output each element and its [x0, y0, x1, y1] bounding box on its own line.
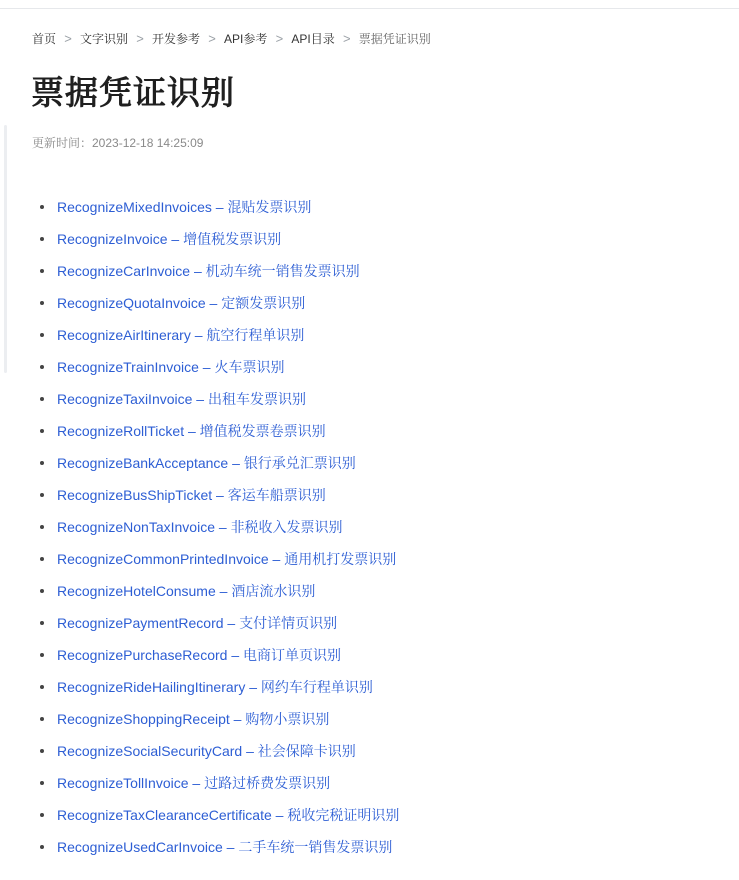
api-link[interactable] — [57, 455, 356, 471]
list-item — [40, 735, 399, 767]
api-name: RecognizePaymentRecord — [57, 615, 224, 631]
api-name: RecognizeCarInvoice — [57, 263, 191, 279]
api-dash: – — [228, 455, 244, 471]
list-item — [40, 447, 399, 479]
api-link[interactable] — [57, 295, 305, 311]
api-dash: – — [192, 391, 208, 407]
bullet-icon — [40, 397, 44, 401]
bullet-icon — [40, 525, 44, 529]
api-link[interactable] — [57, 679, 373, 695]
breadcrumb-api-reference[interactable]: API参考 — [224, 31, 268, 46]
api-link[interactable] — [57, 615, 337, 631]
api-description: 混贴发票识别 — [227, 199, 312, 215]
api-name: RecognizeInvoice — [57, 231, 168, 247]
api-description: 电商订单页识别 — [243, 647, 342, 663]
list-item — [40, 319, 399, 351]
api-description: 通用机打发票识别 — [284, 551, 397, 567]
update-time: 更新时间：2023-12-18 14:25:09 — [32, 136, 204, 150]
bullet-icon — [40, 461, 44, 465]
breadcrumb-text-recognition[interactable]: 文字识别 — [80, 31, 129, 46]
chevron-right-icon: > — [136, 30, 144, 46]
api-description: 支付详情页识别 — [239, 615, 338, 631]
bullet-icon — [40, 749, 44, 753]
api-link[interactable] — [57, 423, 326, 439]
api-description: 出租车发票识别 — [207, 391, 306, 407]
api-link[interactable] — [57, 327, 304, 343]
api-dash: – — [227, 647, 244, 663]
api-name: RecognizeTrainInvoice — [57, 359, 199, 375]
sidebar-scroll-indicator[interactable] — [4, 125, 7, 373]
api-description: 增值税发票卷票识别 — [199, 423, 326, 439]
api-name: RecognizeBusShipTicket — [57, 487, 213, 503]
api-name: RecognizeRideHailingItinerary — [57, 679, 246, 695]
api-link[interactable] — [57, 231, 281, 247]
api-description: 过路过桥费发票识别 — [204, 775, 331, 791]
api-name: RecognizeAirItinerary — [57, 327, 191, 343]
bullet-icon — [40, 365, 44, 369]
api-link[interactable] — [57, 583, 315, 599]
api-dash: – — [205, 295, 222, 311]
breadcrumb-api-catalog[interactable]: API目录 — [291, 31, 335, 46]
api-dash: – — [223, 615, 240, 631]
list-item — [40, 575, 399, 607]
api-link[interactable] — [57, 775, 330, 791]
api-description: 航空行程单识别 — [206, 327, 305, 343]
chevron-right-icon: > — [342, 30, 351, 46]
api-link[interactable] — [57, 839, 392, 855]
api-name: RecognizeBankAcceptance — [57, 455, 229, 471]
api-description: 定额发票识别 — [221, 295, 306, 311]
header-divider — [0, 8, 739, 9]
api-description: 银行承兑汇票识别 — [243, 455, 356, 471]
bullet-icon — [40, 589, 44, 593]
api-link[interactable] — [57, 647, 341, 663]
list-item — [40, 671, 399, 703]
bullet-icon — [40, 333, 44, 337]
list-item — [40, 607, 399, 639]
api-name: RecognizeTollInvoice — [57, 775, 189, 791]
api-dash: – — [212, 487, 228, 503]
bullet-icon — [40, 621, 44, 625]
list-item — [40, 287, 399, 319]
list-item — [40, 639, 399, 671]
api-dash: – — [198, 359, 215, 375]
chevron-right-icon: > — [64, 30, 72, 46]
api-link[interactable] — [57, 519, 343, 535]
bullet-icon — [40, 717, 44, 721]
api-dash: – — [184, 423, 200, 439]
api-link[interactable] — [57, 263, 360, 279]
breadcrumb-dev-reference[interactable]: 开发参考 — [152, 31, 201, 46]
list-item — [40, 511, 399, 543]
api-dash: – — [268, 551, 285, 567]
bullet-icon — [40, 685, 44, 689]
api-description: 网约车行程单识别 — [260, 679, 373, 695]
api-dash: – — [188, 775, 205, 791]
list-item — [40, 191, 399, 223]
bullet-icon — [40, 493, 44, 497]
api-dash: – — [190, 327, 207, 343]
bullet-icon — [40, 557, 44, 561]
api-link[interactable] — [57, 807, 399, 823]
api-dash: – — [229, 711, 246, 727]
api-name: RecognizeMixedInvoices — [57, 199, 212, 215]
api-name: RecognizeRollTicket — [57, 423, 185, 439]
list-item — [40, 223, 399, 255]
bullet-icon — [40, 653, 44, 657]
bullet-icon — [40, 845, 44, 849]
list-item — [40, 255, 399, 287]
api-description: 火车票识别 — [214, 359, 285, 375]
api-name: RecognizeSocialSecurityCard — [57, 743, 243, 759]
api-description: 增值税发票识别 — [183, 231, 282, 247]
api-dash: – — [271, 807, 288, 823]
api-description: 酒店流水识别 — [231, 583, 316, 599]
api-dash: – — [242, 743, 258, 759]
list-item — [40, 799, 399, 831]
api-dash: – — [222, 839, 239, 855]
bullet-icon — [40, 205, 44, 209]
list-item — [40, 351, 399, 383]
bullet-icon — [40, 301, 44, 305]
list-item — [40, 383, 399, 415]
api-description: 机动车统一销售发票识别 — [205, 263, 360, 279]
api-description: 非税收入发票识别 — [230, 519, 343, 535]
api-link[interactable] — [57, 391, 306, 407]
list-item — [40, 415, 399, 447]
api-description: 社会保障卡识别 — [257, 743, 356, 759]
api-link[interactable] — [57, 743, 356, 759]
api-name: RecognizeTaxClearanceCertificate — [57, 807, 272, 823]
api-description: 购物小票识别 — [245, 711, 330, 727]
api-dash: – — [214, 519, 231, 535]
api-link[interactable] — [57, 711, 329, 727]
bullet-icon — [40, 269, 44, 273]
api-dash: – — [167, 231, 184, 247]
breadcrumb — [32, 29, 431, 47]
list-item — [40, 479, 399, 511]
api-list — [40, 191, 399, 863]
bullet-icon — [40, 781, 44, 785]
bullet-icon — [40, 429, 44, 433]
api-link[interactable] — [57, 199, 311, 215]
page-title: 票据凭证识别 — [31, 74, 235, 111]
api-dash: – — [190, 263, 206, 279]
api-name: RecognizeCommonPrintedInvoice — [57, 551, 269, 567]
api-description: 客运车船票识别 — [227, 487, 326, 503]
api-link[interactable] — [57, 359, 284, 375]
api-name: RecognizeUsedCarInvoice — [57, 839, 223, 855]
api-description: 二手车统一销售发票识别 — [238, 839, 393, 855]
api-link[interactable] — [57, 487, 326, 503]
bullet-icon — [40, 813, 44, 817]
api-link[interactable] — [57, 551, 396, 567]
api-dash: – — [211, 199, 228, 215]
breadcrumb-home[interactable]: 首页 — [32, 31, 57, 46]
api-name: RecognizeNonTaxInvoice — [57, 519, 215, 535]
breadcrumb-current: 票据凭证识别 — [358, 31, 431, 46]
bullet-icon — [40, 237, 44, 241]
api-name: RecognizePurchaseRecord — [57, 647, 228, 663]
api-dash: – — [215, 583, 232, 599]
api-dash: – — [245, 679, 261, 695]
chevron-right-icon: > — [275, 30, 284, 46]
list-item — [40, 703, 399, 735]
list-item — [40, 543, 399, 575]
list-item — [40, 767, 399, 799]
chevron-right-icon: > — [208, 30, 216, 46]
api-name: RecognizeQuotaInvoice — [57, 295, 206, 311]
api-name: RecognizeTaxiInvoice — [57, 391, 193, 407]
api-name: RecognizeHotelConsume — [57, 583, 216, 599]
list-item — [40, 831, 399, 863]
api-description: 税收完税证明识别 — [287, 807, 400, 823]
api-name: RecognizeShoppingReceipt — [57, 711, 230, 727]
